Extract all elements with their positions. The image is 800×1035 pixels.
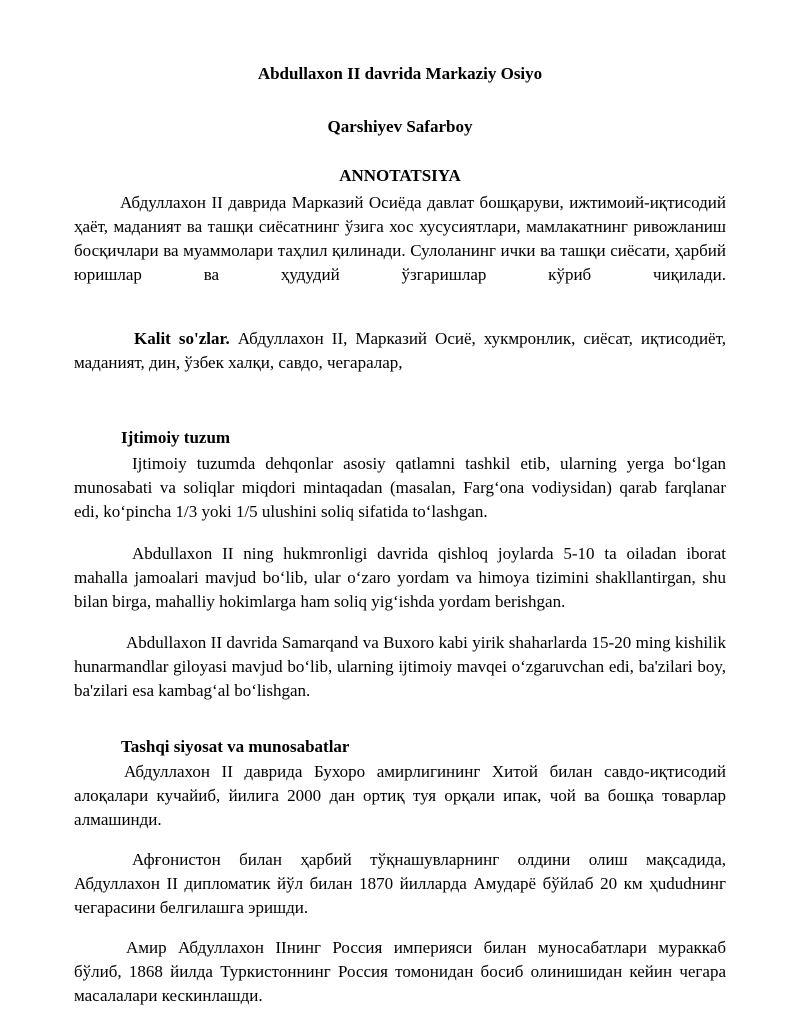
foreign-paragraph-3: Амир Абдуллахон IIнинг Россия империяси билан муносабатлари мураккаб бўлиб, 1868 йилда Туркистоннинг Россия томонидан босиб олинишидан кейин чегара масалалари кескинлашди. [74, 938, 726, 1005]
annotation-text: Абдуллахон II даврида Марказий Осиёда давлат бошқаруви, ижтимоий-иқтисодий ҳаёт, маданият ва ташқи сиёсатнинг ўзига хос хусусиятлари, мамлакатнинг ривожланиш босқичлари ва муаммолари таҳлил қилинади. Сулоланинг ички ва ташқи сиёсати, ҳарбий юришлар ва ҳудудий ўзгаришлар кўриб чиқилади. [74, 193, 726, 284]
section-heading-foreign-policy: Tashqi siyosat va munosabatlar [121, 737, 350, 756]
foreign-paragraph-2: Афғонистон билан ҳарбий тўқнашувларнинг олдини олиш мақсадида, Абдуллахон II дипломатик йўл билан 1870 йилларда Амударё бўйлаб 20 км ҳududнинг чегарасини белгилашга эришди. [74, 850, 726, 917]
social-paragraph-2: Abdullaxon II ning hukmronligi davrida qishloq joylarda 5-10 ta oiladan iborat mahalla jamoalari mavjud bo‘lib, ular o‘zaro yordam va himoya tizimini shakllantirgan, shu bilan birga, mahalliy hokimlarga ham soliq yig‘ishda yordam berishgan. [74, 544, 726, 611]
paper-title: Abdullaxon II davrida Markaziy Osiyo [257, 64, 543, 83]
keywords-paragraph [74, 327, 726, 375]
foreign-paragraph-1: Абдуллахон II даврида Бухоро амирлигининг Хитой билан савдо-иқтисодий алоқалари кучайиб, йилига 2000 дан ортиқ туя орқали ипак, чой ва бошқа товарлар алмашинди. [74, 762, 726, 829]
social-paragraph-3: Abdullaxon II davrida Samarqand va Buxoro kabi yirik shaharlarda 15-20 ming kishilik hunarmandlar giloyasi mavjud bo‘lib, ularning ijtimoiy mavqei o‘zgaruvchan edi, ba'zilari boy, ba'zilari esa kambag‘al bo‘lishgan. [74, 633, 726, 700]
annotation-heading: ANNOTATSIYA [339, 166, 461, 185]
social-paragraph-1: Ijtimoiy tuzumda dehqonlar asosiy qatlamni tashkil etib, ularning yerga bo‘lgan munosabati va soliqlar miqdori mintaqadan (masalan, Farg‘ona vodiysidan) qarab farqlanar edi, ko‘pincha 1/3 yoki 1/5 ulushini soliq sifatida to‘lashgan. [74, 454, 726, 521]
paper-author: Qarshiyev Safarboy [327, 117, 473, 136]
keywords-text: Абдуллахон II, Марказий Осиё, хукмронлик, сиёсат, иқтисодиёт, маданият, дин, ўзбек халқи, савдо, чегаралар, [74, 329, 726, 372]
section-heading-social: Ijtimoiy tuzum [121, 428, 231, 447]
keywords-label: Kalit so'zlar. [134, 329, 230, 348]
